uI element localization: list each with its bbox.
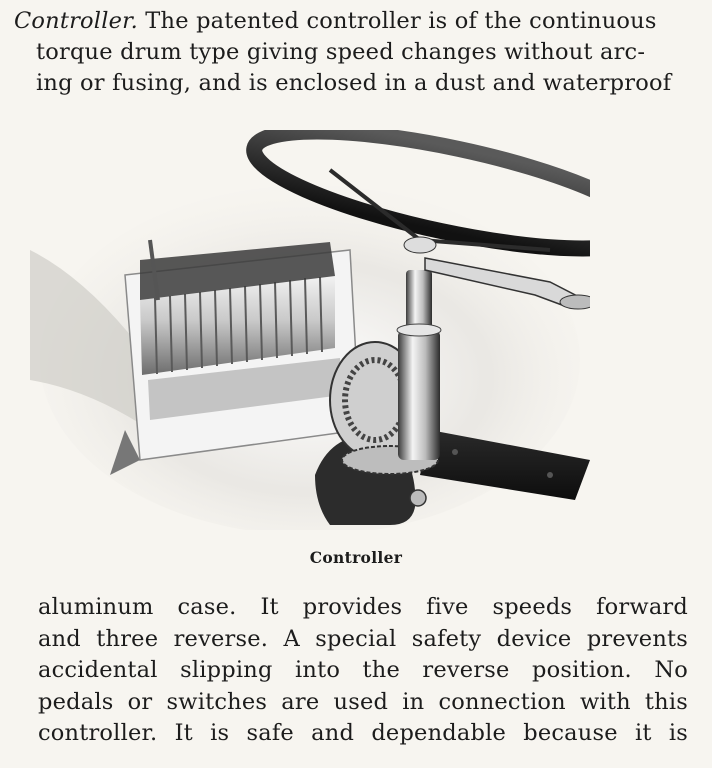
intro-line-1: Controller. The patented controller is of the continuous: [14, 8, 657, 34]
steering-column-lower: [398, 330, 440, 460]
body-line-2: and three reverse. A special safety device prevents: [38, 625, 688, 652]
body-line-1: aluminum case. It provides five speeds forward: [38, 594, 688, 620]
body-line-4: pedals or switches are used in connection with this: [38, 688, 688, 715]
pedestal-knob: [410, 490, 426, 506]
body-paragraph: [38, 592, 688, 750]
intro-paragraph: [14, 6, 694, 99]
lever-grip: [560, 295, 590, 309]
figure-caption: Controller: [309, 548, 403, 567]
controller-illustration: [30, 130, 590, 530]
wheel-hub: [404, 237, 436, 253]
intro-line-2: torque drum type giving speed changes without arc-: [36, 39, 646, 65]
body-line-5: controller. It is safe and dependable because it is: [38, 720, 688, 746]
column-collar: [397, 324, 441, 336]
controller-drawing: [30, 130, 590, 530]
intro-line-3: ing or fusing, and is enclosed in a dust and waterproof: [36, 70, 672, 96]
section-lead-term: Controller.: [14, 8, 138, 34]
body-line-3: accidental slipping into the reverse position. No: [38, 657, 688, 683]
